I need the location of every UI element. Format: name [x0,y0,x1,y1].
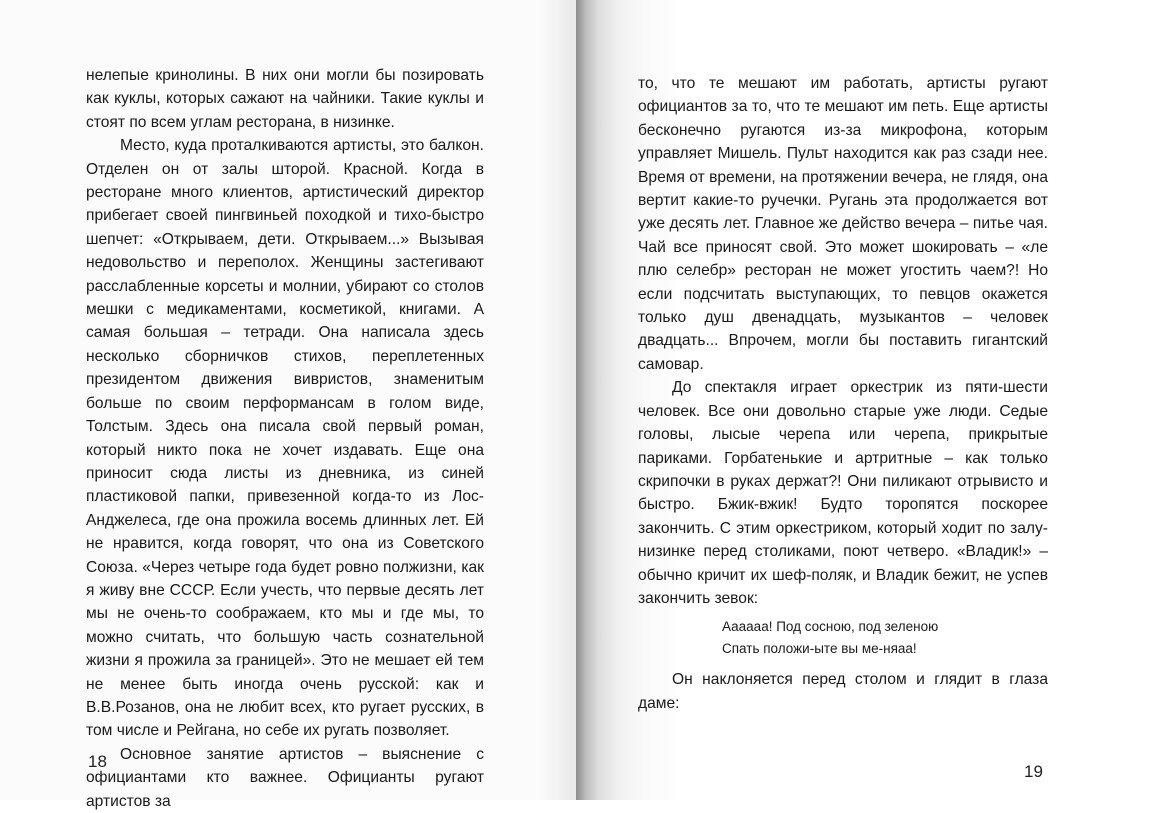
right-page [576,0,1152,800]
left-page-text [86,64,484,813]
right-closing-paragraph: Он наклоняется перед столом и глядит в глаза даме: [638,671,1048,712]
page-number-left: 18 [88,752,107,771]
right-page-text [638,72,1048,715]
right-paragraph-2: До спектакля играет оркестрик из пяти-шести человек. Все они довольно старые уже люди. Седые головы, лысые черепа или черепа, прикрытые париками. Горбатенькие и артритные – как только скрипочки в руках держат?! Они пиликают отрывисто и быстро. Бжик-вжик! Будто торопятся поскорее закончить. С этим оркестриком, который ходит по залу-низинке перед столиками, поют четверо. «Владик!» – обычно кричит их шеф-поляк, и Владик бежит, не успев закончить зевок: [638,379,1048,607]
page-number-right: 19 [1024,762,1043,781]
song-verse [638,616,1048,660]
right-paragraph-1: то, что те мешают им работать, артисты ругают официантов за то, что те мешают им петь. Еще артисты бесконечно ругаются из-за микрофона, которым управляет Мишель. Пульт находится как раз сзади нее. Время от времени, на протяжении вечера, не глядя, она вертит какие-то ручечки. Ругань эта продолжается вот уже десять лет. Главное же действо вечера – питье чая. Чай все приносят свой. Это может шокировать – «ле плю селебр» ресторан не может угостить чаем?! Но если подсчитать выступающих, то певцов окажется только душ двенадцать, музыкантов – человек двадцать... Впрочем, могли бы поставить гигантский самовар. [638,75,1048,373]
left-paragraph-3: Основное занятие артистов – выяснение с официантами кто важнее. Официанты ругают артистов за [86,745,484,810]
verse-line-1: Аааааа! Под сосною, под зеленою [722,619,939,635]
gutter-shadow [540,0,576,800]
verse-line-2: Спать положи-ыте вы ме-няаа! [722,641,917,657]
left-page [0,0,576,810]
left-paragraph-2: Место, куда проталкиваются артисты, это балкон. Отделен он от залы шторой. Красной. Когда в ресторане много клиентов, артистический директор прибегает своей пингвиньей походкой и тихо-быстро шепчет: «Открываем, дети. Открываем...» Вызывая недовольство и переполох. Женщины застегивают расслабленные корсеты и молнии, убирают со столов мешки с медикаментами, косметикой, книгами. А самая большая – тетради. Она написала здесь несколько сборничков стихов, переплетенных президентом движения вивристов, знаменитым больше по своим перформансам в голом виде, Толстым. Здесь она писала свой первый роман, который никто пока не хочет издавать. Еще она приносит сюда листы из дневника, из синей пластиковой папки, привезенной когда-то из Лос-Анджелеса, где она прожила восемь длинных лет. Ей не нравится, когда говорят, что она из Советского Союза. «Через четыре года будет ровно полжизни, как я живу вне СССР. Если учесть, что первые десять лет мы не очень-то соображаем, кто мы и где мы, то можно считать, что большую часть сознательной жизни я прожила за границей». Это не мешает ей тем не менее быть иногда очень русской: как и В.В.Розанов, она не любит всех, кто ругает русских, в том числе и Рейгана, но себе их ругать позволяет. [86,137,484,740]
left-paragraph-1: нелепые кринолины. В них они могли бы позировать как куклы, которых сажают на чайники. Такие куклы и стоят по всем углам ресторана, в низинке. [86,67,484,131]
